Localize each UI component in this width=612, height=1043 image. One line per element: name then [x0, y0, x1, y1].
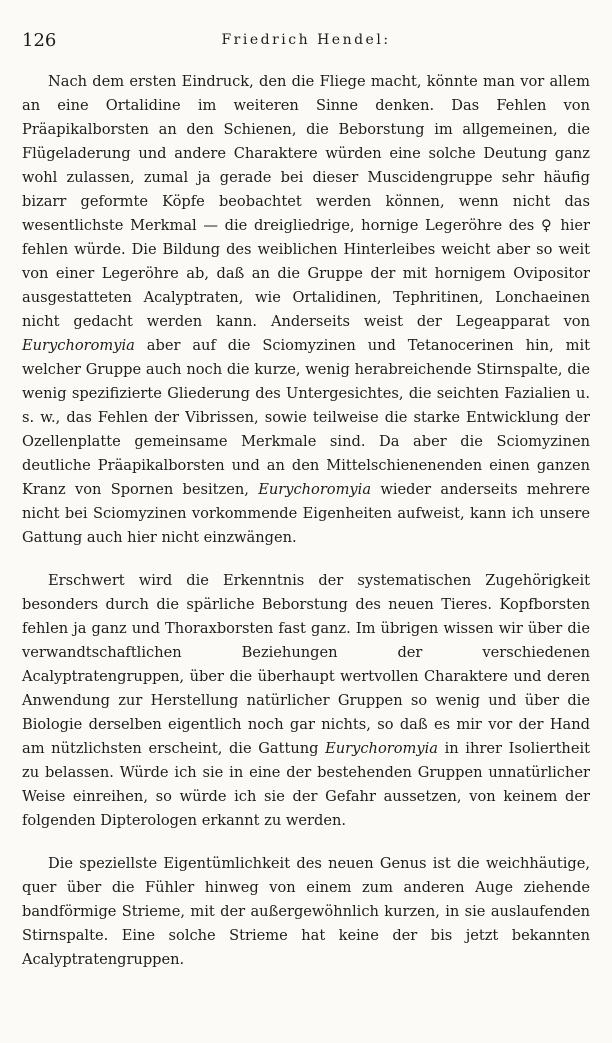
genus-name: Eurychoromyia: [22, 337, 135, 354]
running-head: Friedrich Hendel:: [221, 32, 391, 48]
paragraph-3: [22, 852, 590, 972]
page-header: [22, 30, 590, 54]
text-segment: aber auf die Sciomyzinen und Tetanocerinen hin, mit welcher Gruppe auch noch die kurze, wenig herabreichende Stirnspalte, die wenig spezifizierte Gliederung des Untergesichtes, die seichten Fazialien u. s. w., das Fehlen der Vibrissen, sowie teilweise die starke Entwicklung der Ozellenplatte gemeinsame Merkmale sind. Da aber die Sciomyzinen deutliche Präapikalborsten und an den Mittelschienenenden einen ganzen Kranz von Spornen besitzen,: [22, 337, 590, 498]
page-number: 126: [22, 30, 57, 51]
page: [22, 0, 590, 1043]
genus-name: Eurychoromyia: [258, 481, 372, 498]
text-segment: Erschwert wird die Erkenntnis der systematischen Zugehörigkeit besonders durch die spärliche Beborstung des neuen Tieres. Kopfborsten fehlen ja ganz und Thoraxborsten fast ganz. Im übrigen wissen wir über die verwandtschaftlichen Beziehungen der verschiedenen Acalyptratengruppen, über die überhaupt wertvollen Charaktere und deren Anwendung zur Herstellung natürlicher Gruppen so wenig und über die Biologie derselben eigentlich noch gar nichts, so daß es mir vor der Hand am nützlichsten erscheint, die Gattung: [22, 572, 590, 757]
text-segment: in ihrer Isoliertheit zu belassen. Würde ich sie in eine der bestehenden Gruppen unnatürlicher Weise einreihen, so würde ich sie der Gefahr aussetzen, von keinem der folgenden Dipterologen erkannt zu werden.: [22, 740, 591, 829]
text-segment: wieder anderseits mehrere nicht bei Sciomyzinen vorkommende Eigenheiten aufweist, kann ich unsere Gattung auch hier nicht einzwängen.: [22, 481, 590, 546]
body-text: [22, 70, 590, 991]
text-segment: Nach dem ersten Eindruck, den die Fliege macht, könnte man vor allem an eine Ortalidine im weiteren Sinne denken. Das Fehlen von Präapikalborsten an den Schienen, die Beborstung im allgemeinen, die Flügeladerung und andere Charaktere würden eine solche Deutung ganz wohl zulassen, zumal ja gerade bei dieser Muscidengruppe sehr häufig bizarr geformte Köpfe beobachtet werden können, wenn nicht das wesentlichste Merkmal — die dreigliedrige, hornige Legeröhre des ♀ hier fehlen würde. Die Bildung des weiblichen Hinterleibes weicht aber so weit von einer Legeröhre ab, daß an die Gruppe der mit hornigem Ovipositor ausgestatteten Acalyptraten, wie Ortalidinen, Tephritinen, Lonchaeinen nicht gedacht werden kann. Anderseits weist der Legeapparat von: [22, 73, 590, 330]
text-segment: Die speziellste Eigentümlichkeit des neuen Genus ist die weichhäutige, quer über die Fühler hinweg von einem zum anderen Auge ziehende bandförmige Strieme, mit der außergewöhnlich kurzen, in sie auslaufenden Stirnspalte. Eine solche Strieme hat keine der bis jetzt bekannten Acalyptratengruppen.: [22, 855, 590, 968]
paragraph-1: [22, 70, 590, 550]
genus-name: Eurychoromyia: [325, 740, 438, 757]
paragraph-2: [22, 569, 590, 833]
